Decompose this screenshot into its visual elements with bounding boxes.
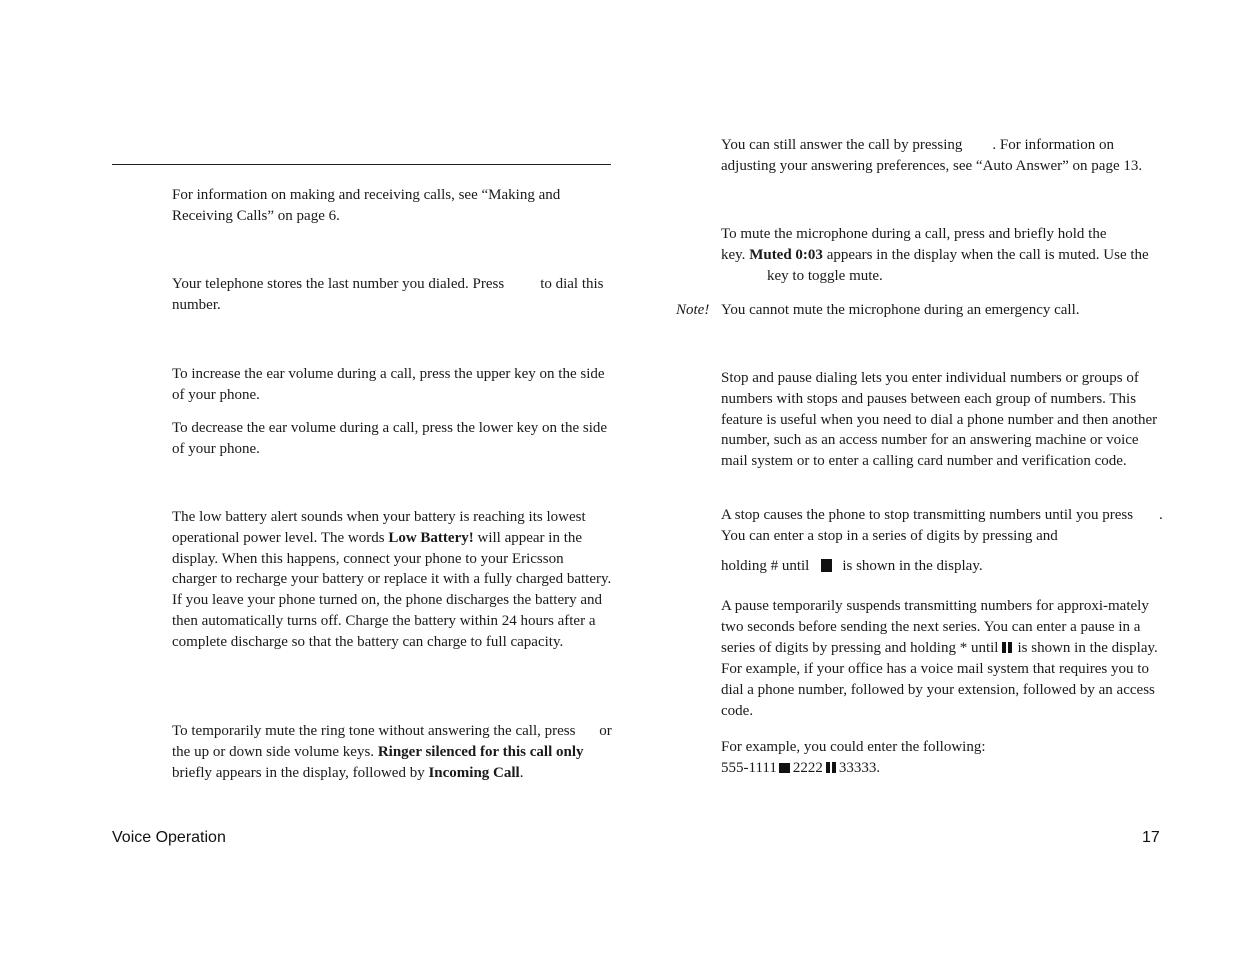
stop-text-a: A stop causes the phone to stop transmitting numbers until you press bbox=[721, 507, 1134, 523]
mute-ring-text-c: briefly appears in the display, followed by bbox=[172, 764, 425, 781]
pause-symbol-icon bbox=[1002, 639, 1014, 660]
note-text: You cannot mute the microphone during an emergency call. bbox=[721, 302, 1080, 318]
ringer-silenced-display-text: Ringer silenced for this call only bbox=[377, 743, 584, 760]
answer-text-b: . For information on adjusting your answering preferences, see “Auto Answer” on page 13. bbox=[721, 137, 1143, 174]
answer-text-a: You can still answer the call by pressing bbox=[721, 137, 963, 153]
mute-mic-text-c: appears in the display when the call is muted. Use the bbox=[826, 246, 1149, 263]
example-number-3: 33333. bbox=[838, 759, 881, 776]
low-battery-paragraph bbox=[172, 507, 612, 653]
stop-paragraph-line bbox=[721, 556, 1166, 577]
mute-mic-paragraph bbox=[721, 224, 1166, 286]
example-number-1: 555-1111 bbox=[721, 759, 777, 776]
mute-ring-paragraph bbox=[172, 721, 612, 783]
pause-text-b: is shown in the display. For example, if your office has a voice mail system that requires you to dial a phone number, followed by your extension, followed by an access code. bbox=[721, 639, 1158, 719]
stop-symbol-icon bbox=[779, 763, 790, 773]
stop-text-d: is shown in the display. bbox=[842, 558, 983, 574]
volume-up-text: To increase the ear volume during a call, press the upper key on the side of your phone. bbox=[172, 366, 605, 403]
low-battery-text-b: will appear in the display. When this happens, connect your phone to your Ericsson charger to recharge your battery or replace it with a fully charged battery. If you leave your phone turned on, the phone discharges the battery and then automatically turns off. Charge the battery within 24 hours after a complete discharge so that the battery can charge to full capacity. bbox=[172, 529, 612, 650]
example-number-2: 2222 bbox=[792, 759, 823, 776]
redial-text-b: to dial this number. bbox=[172, 276, 604, 313]
mute-ring-text-a: To temporarily mute the ring tone without answering the call, press bbox=[172, 723, 576, 739]
redial-paragraph bbox=[172, 274, 612, 316]
stop-pause-intro-paragraph bbox=[721, 368, 1166, 472]
note-label: Note! bbox=[676, 302, 710, 318]
stop-pause-intro-text: Stop and pause dialing lets you enter individual numbers or groups of numbers with stops and pauses between each group of numbers. This feature is useful when you need to dial a phone number and then another number, such as an access number for an answering machine or voice mail system or to enter a calling card number and verification code. bbox=[721, 370, 1158, 470]
header-rule bbox=[112, 164, 611, 165]
mute-ring-text-d: . bbox=[519, 764, 524, 781]
muted-display-text: Muted 0:03 bbox=[749, 246, 823, 263]
volume-up-paragraph bbox=[172, 364, 612, 406]
answer-paragraph bbox=[721, 135, 1166, 177]
mute-ring-text-b: or the up or down side volume keys. bbox=[172, 723, 612, 760]
making-calls-paragraph bbox=[172, 185, 612, 227]
page-number: 17 bbox=[1142, 829, 1160, 846]
making-calls-text: For information on making and receiving calls, see “Making and Receiving Calls” on page 6. bbox=[172, 187, 561, 224]
stop-text-c: holding # until bbox=[721, 558, 810, 574]
volume-down-text: To decrease the ear volume during a call, press the lower key on the side of your phone. bbox=[172, 420, 608, 457]
mute-mic-text-a: To mute the microphone during a call, press and briefly hold the bbox=[721, 226, 1107, 242]
pause-text-a: A pause temporarily suspends transmitting numbers for approxi-mately two seconds before sending the next series. You can enter a pause in a series of digits by pressing and holding * until bbox=[721, 598, 1149, 656]
incoming-call-display-text: Incoming Call bbox=[428, 764, 520, 781]
example-intro-text: For example, you could enter the following: bbox=[721, 739, 986, 755]
low-battery-display-text: Low Battery! bbox=[388, 529, 474, 546]
stop-text-b: . You can enter a stop in a series of digits by pressing and bbox=[721, 507, 1163, 544]
example-paragraph bbox=[721, 737, 1166, 780]
redial-text-a: Your telephone stores the last number you dialed. Press bbox=[172, 276, 505, 292]
note-paragraph bbox=[721, 300, 1166, 321]
volume-down-paragraph bbox=[172, 418, 612, 460]
low-battery-text-a: The low battery alert sounds when your battery is reaching its lowest operational power level. The words bbox=[172, 509, 586, 546]
stop-symbol-icon bbox=[821, 559, 832, 572]
mute-mic-text-b: key. bbox=[721, 246, 746, 263]
pause-symbol-icon bbox=[826, 759, 838, 780]
mute-mic-text-d: key to toggle mute. bbox=[767, 267, 883, 284]
stop-paragraph bbox=[721, 505, 1166, 547]
footer-section-title: Voice Operation bbox=[112, 829, 226, 846]
pause-paragraph bbox=[721, 596, 1166, 722]
